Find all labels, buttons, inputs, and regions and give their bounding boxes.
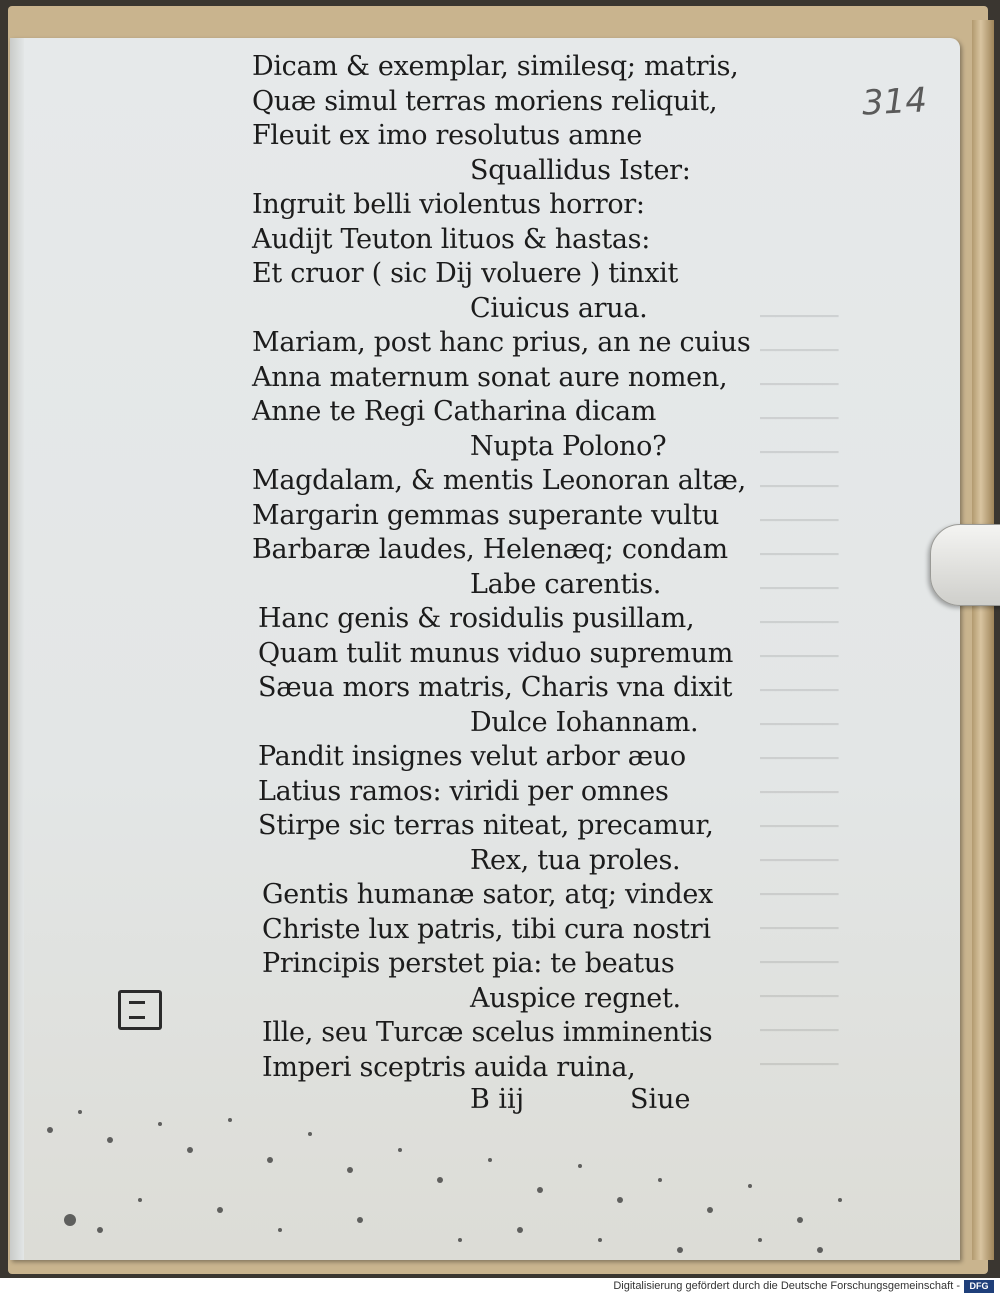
dfg-logo-icon: DFG [964,1280,994,1293]
folio-number: 314 [860,80,928,124]
verse-line-adonic: Rex, tua proles. [470,844,681,876]
book-spine-edge [972,20,994,1260]
verse-line-adonic: Auspice regnet. [470,982,681,1014]
signature-mark: B iij [470,1084,525,1115]
verse-line: Christe lux patris, tibi cura nostri [262,913,711,945]
footer-credit: Digitalisierung gefördert durch die Deutsche Forschungsgemeinschaft - [613,1280,960,1292]
verse-line: Principis perstet pia: te beatus [262,948,675,979]
verse-line: Gentis humanæ sator, atq; vindex [262,879,713,910]
catchword: Siue [630,1084,691,1115]
verse-line-adonic: Labe carentis. [470,568,662,600]
verse-line: Sæua mors matris, Charis vna dixit [258,672,733,703]
marginal-ornament-icon [118,990,162,1030]
verse-line: Dicam & exemplar, similesq; matris, [252,51,739,82]
verse-line: Ingruit belli violentus horror: [252,189,645,220]
bleed-through-text: ───── ───── ───── ───── ───── ───── ───── ───── ───── ───── ───── ───── ───── ───── ───── ───── ───── ───── ───── ───── ───── ───── ───── [760,302,839,1080]
verse-line: Quam tulit munus viduo supremum [258,637,734,669]
verse-line: Anna maternum sonat aure nomen, [252,361,728,393]
verse-line-adonic: Ciuicus arua. [470,292,648,324]
verse-line: Latius ramos: viridi per omnes [258,775,669,807]
verse-line: Imperi sceptris auida ruina, [262,1051,636,1083]
verse-line: Fleuit ex imo resolutus amne [252,120,643,151]
verse-line: Anne te Regi Catharina dicam [252,396,657,427]
verse-line: Ille, seu Turcæ scelus imminentis [262,1017,713,1048]
verse-line-adonic: Nupta Polono? [470,430,667,462]
verse-line-adonic: Dulce Iohannam. [470,706,699,738]
verse-line-adonic: Squallidus Ister: [470,154,691,186]
verse-line: Barbaræ laudes, Helenæq; condam [252,534,728,565]
paper-stains [20,1090,880,1260]
page-clip [930,524,1000,606]
verse-line: Quæ simul terras moriens reliquit, [252,85,718,117]
verse-line: Margarin gemmas superante vultu [252,499,720,531]
verse-text-block [252,50,750,1085]
verse-line: Pandit insignes velut arbor æuo [258,741,686,772]
verse-line: Stirpe sic terras niteat, precamur, [258,810,714,841]
verse-line: Et cruor ( sic Dij voluere ) tinxit [252,258,679,289]
verse-line: Hanc genis & rosidulis pusillam, [258,603,695,634]
verse-line: Audijt Teuton lituos & hastas: [252,223,651,255]
verse-line: Mariam, post hanc prius, an ne cuius [252,327,751,358]
verse-line: Magdalam, & mentis Leonoran altæ, [252,465,746,496]
page-gutter-shadow [10,38,24,1260]
